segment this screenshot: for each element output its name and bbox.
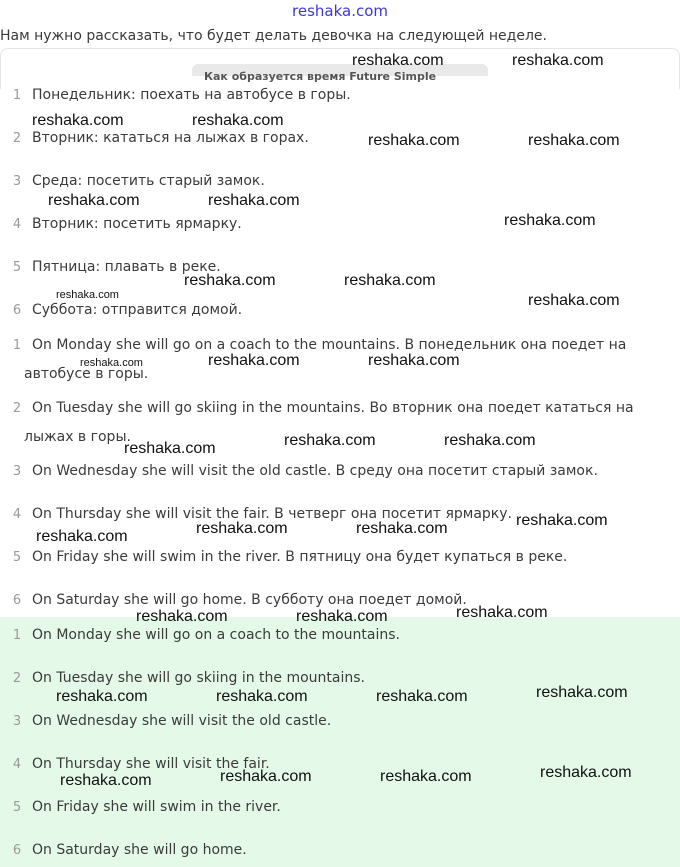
watermark: reshaka.com [80, 357, 143, 369]
watermark: reshaka.com [444, 432, 536, 449]
plan-text: Понедельник: поехать на автобусе в горы. [32, 87, 351, 103]
plan-text: Вторник: посетить ярмарку. [32, 216, 242, 232]
translation-item [0, 549, 680, 569]
plan-text: Пятница: плавать в реке. [32, 259, 221, 275]
watermark: reshaka.com [540, 764, 632, 781]
translation-continuation: лыжах в горы. [24, 429, 131, 445]
watermark: reshaka.com [512, 52, 604, 69]
item-number: 4 [12, 757, 22, 772]
watermark: reshaka.com [136, 608, 228, 625]
watermark: reshaka.com [216, 688, 308, 705]
watermark: reshaka.com [284, 432, 376, 449]
item-number: 6 [12, 303, 22, 318]
item-number: 1 [12, 628, 22, 643]
plan-text: Вторник: кататься на лыжах в горах. [32, 130, 309, 146]
item-number: 3 [12, 714, 22, 729]
item-number: 3 [12, 464, 22, 479]
site-logo[interactable]: reshaka.com [292, 2, 388, 20]
item-number: 2 [12, 131, 22, 146]
answer-item [0, 799, 680, 819]
watermark: reshaka.com [60, 772, 152, 789]
watermark: reshaka.com [516, 512, 608, 529]
answer-item [0, 713, 680, 733]
item-number: 2 [12, 671, 22, 686]
watermark: reshaka.com [368, 132, 460, 149]
plan-item [0, 259, 680, 279]
watermark: reshaka.com [196, 520, 288, 537]
watermark: reshaka.com [368, 352, 460, 369]
answer-text: On Thursday she will visit the fair. [32, 756, 270, 772]
item-number: 2 [12, 401, 22, 416]
plan-text: Суббота: отправится домой. [32, 302, 243, 318]
watermark: reshaka.com [528, 292, 620, 309]
answer-text: On Wednesday she will visit the old castle. [32, 713, 332, 729]
plan-text: Среда: посетить старый замок. [32, 173, 265, 189]
translation-text: On Wednesday she will visit the old castle. В среду она посетит старый замок. [32, 463, 598, 479]
item-number: 5 [12, 800, 22, 815]
watermark: reshaka.com [456, 604, 548, 621]
answer-section [0, 617, 680, 867]
answer-item [0, 627, 680, 647]
watermark: reshaka.com [296, 608, 388, 625]
answer-text: On Monday she will go on a coach to the mountains. [32, 627, 400, 643]
hidden-tab-label: Как образуется время Future Simple [204, 70, 437, 83]
watermark: reshaka.com [208, 352, 300, 369]
watermark: reshaka.com [344, 272, 436, 289]
watermark: reshaka.com [184, 272, 276, 289]
watermark: reshaka.com [208, 192, 300, 209]
answer-text: On Saturday she will go home. [32, 842, 247, 858]
item-number: 4 [12, 217, 22, 232]
item-number: 1 [12, 338, 22, 353]
item-number: 1 [12, 88, 22, 103]
watermark: reshaka.com [356, 520, 448, 537]
watermark: reshaka.com [352, 52, 444, 69]
translation-text: On Monday she will go on a coach to the mountains. В понедельник она поедет на [32, 337, 627, 353]
task-intro: Нам нужно рассказать, что будет делать девочка на следующей неделе. [0, 28, 547, 44]
item-number: 6 [12, 593, 22, 608]
watermark: reshaka.com [536, 684, 628, 701]
answer-text: On Tuesday she will go skiing in the mountains. [32, 670, 366, 686]
translation-continuation: автобусе в горы. [24, 366, 149, 382]
item-number: 5 [12, 260, 22, 275]
item-number: 6 [12, 843, 22, 858]
translation-item [0, 337, 680, 357]
watermark: reshaka.com [36, 528, 128, 545]
answer-text: On Friday she will swim in the river. [32, 799, 281, 815]
translation-item [0, 400, 680, 420]
watermark: reshaka.com [376, 688, 468, 705]
watermark: reshaka.com [504, 212, 596, 229]
watermark: reshaka.com [124, 440, 216, 457]
translation-text: On Saturday she will go home. В субботу она поедет домой. [32, 592, 467, 608]
item-number: 5 [12, 550, 22, 565]
item-number: 4 [12, 507, 22, 522]
hidden-tab[interactable] [192, 64, 488, 83]
item-number: 3 [12, 174, 22, 189]
translation-text: On Tuesday she will go skiing in the mountains. Во вторник она поедет кататься на [32, 400, 634, 416]
watermark: reshaka.com [220, 768, 312, 785]
watermark: reshaka.com [48, 192, 140, 209]
watermark: reshaka.com [56, 688, 148, 705]
plan-item [0, 87, 680, 107]
translation-item [0, 463, 680, 483]
translation-text: On Friday she will swim in the river. В пятницу она будет купаться в реке. [32, 549, 568, 565]
watermark: reshaka.com [528, 132, 620, 149]
watermark: reshaka.com [380, 768, 472, 785]
watermark: reshaka.com [32, 112, 124, 129]
translation-text: On Thursday she will visit the fair. В четверг она посетит ярмарку. [32, 506, 512, 522]
watermark: reshaka.com [56, 289, 119, 301]
plan-item [0, 173, 680, 193]
answer-item [0, 842, 680, 862]
watermark: reshaka.com [192, 112, 284, 129]
